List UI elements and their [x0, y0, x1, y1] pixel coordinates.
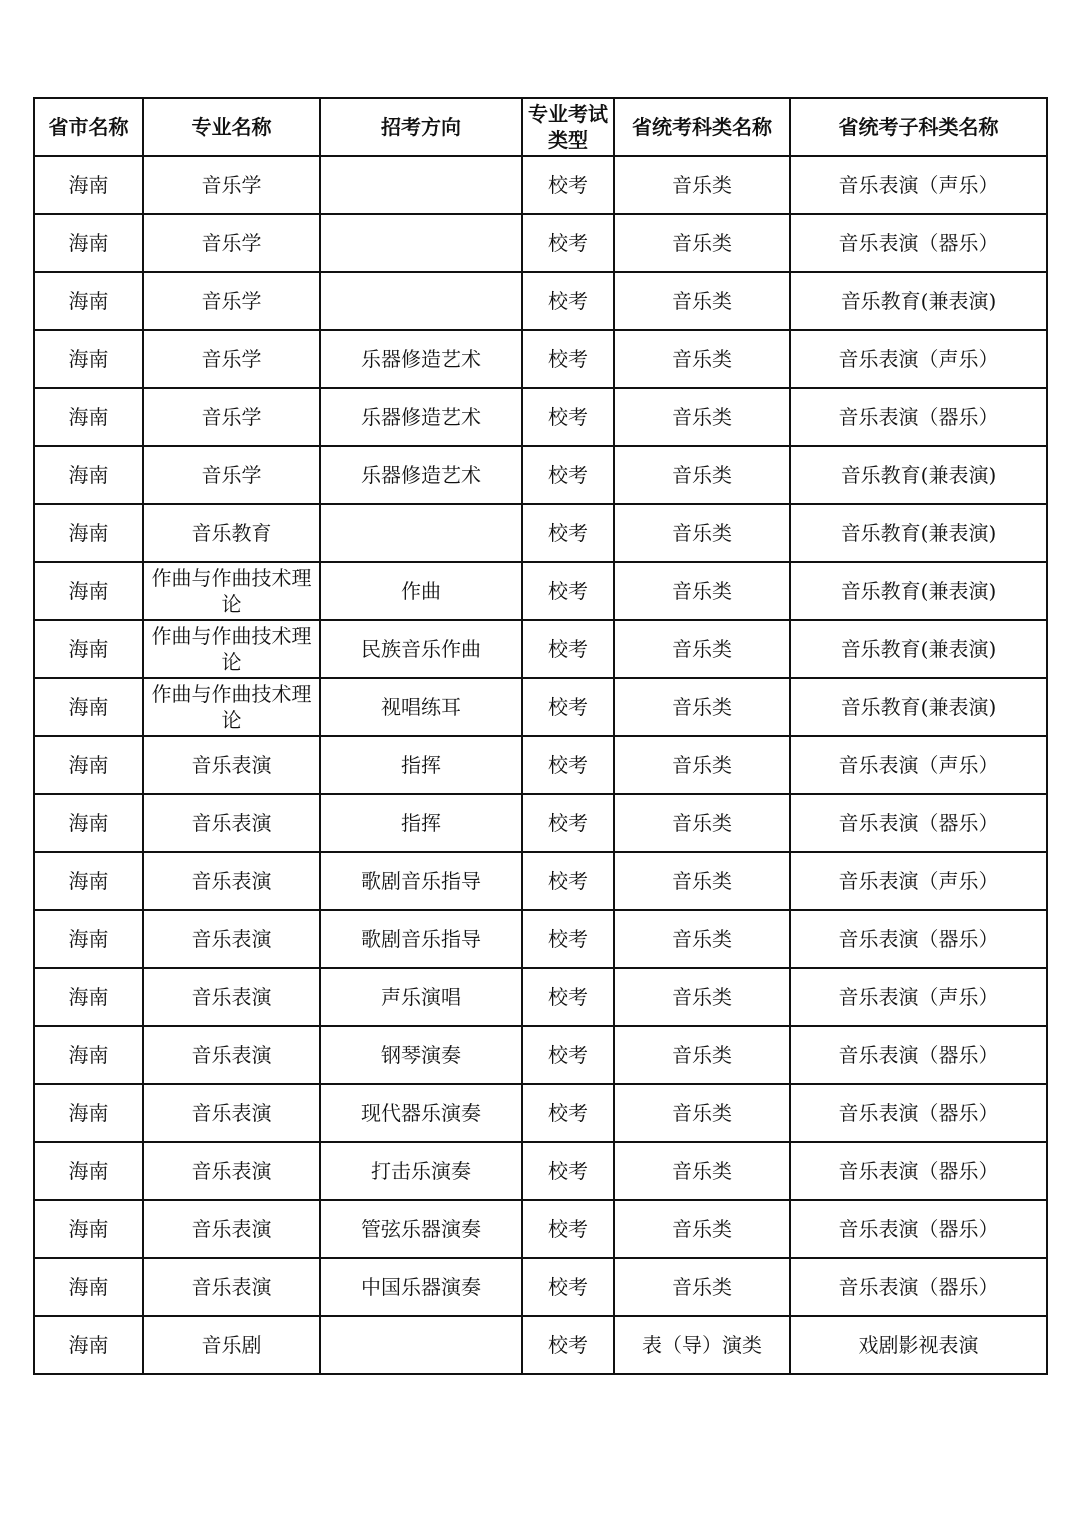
cell-province: 海南	[34, 330, 143, 388]
cell-subcategory: 音乐教育(兼表演)	[790, 504, 1047, 562]
cell-major: 音乐学	[143, 214, 320, 272]
cell-direction: 视唱练耳	[320, 678, 522, 736]
cell-category: 音乐类	[614, 968, 790, 1026]
cell-direction	[320, 504, 522, 562]
admissions-table	[33, 97, 1048, 1375]
cell-province: 海南	[34, 968, 143, 1026]
cell-major: 作曲与作曲技术理论	[143, 562, 320, 620]
table-row	[34, 272, 1047, 330]
cell-direction: 乐器修造艺术	[320, 388, 522, 446]
cell-major: 音乐表演	[143, 1026, 320, 1084]
cell-major: 音乐表演	[143, 1200, 320, 1258]
cell-subcategory: 音乐表演（器乐）	[790, 1026, 1047, 1084]
cell-subcategory: 音乐表演（声乐）	[790, 330, 1047, 388]
cell-exam-type: 校考	[522, 156, 614, 214]
cell-exam-type: 校考	[522, 1026, 614, 1084]
cell-province: 海南	[34, 852, 143, 910]
table-row	[34, 736, 1047, 794]
cell-province: 海南	[34, 736, 143, 794]
table-row	[34, 1084, 1047, 1142]
cell-exam-type: 校考	[522, 968, 614, 1026]
cell-category: 音乐类	[614, 156, 790, 214]
cell-direction: 乐器修造艺术	[320, 330, 522, 388]
cell-exam-type: 校考	[522, 1142, 614, 1200]
cell-subcategory: 音乐表演（器乐）	[790, 794, 1047, 852]
cell-subcategory: 音乐表演（器乐）	[790, 1200, 1047, 1258]
cell-category: 音乐类	[614, 794, 790, 852]
cell-subcategory: 音乐表演（器乐）	[790, 910, 1047, 968]
cell-major: 音乐表演	[143, 1084, 320, 1142]
cell-exam-type: 校考	[522, 1258, 614, 1316]
cell-major: 音乐学	[143, 446, 320, 504]
cell-direction: 打击乐演奏	[320, 1142, 522, 1200]
cell-direction: 作曲	[320, 562, 522, 620]
header-exam-type: 专业考试类型	[522, 98, 614, 156]
cell-province: 海南	[34, 156, 143, 214]
cell-subcategory: 音乐表演（器乐）	[790, 1084, 1047, 1142]
cell-subcategory: 音乐教育(兼表演)	[790, 562, 1047, 620]
cell-exam-type: 校考	[522, 910, 614, 968]
cell-direction: 指挥	[320, 736, 522, 794]
cell-direction: 乐器修造艺术	[320, 446, 522, 504]
cell-major: 音乐表演	[143, 736, 320, 794]
cell-province: 海南	[34, 1026, 143, 1084]
cell-exam-type: 校考	[522, 1084, 614, 1142]
table-row	[34, 1026, 1047, 1084]
table-row	[34, 156, 1047, 214]
cell-category: 音乐类	[614, 214, 790, 272]
cell-category: 音乐类	[614, 1258, 790, 1316]
cell-subcategory: 音乐表演（器乐）	[790, 388, 1047, 446]
cell-major: 音乐教育	[143, 504, 320, 562]
cell-province: 海南	[34, 678, 143, 736]
cell-subcategory: 音乐表演（器乐）	[790, 1258, 1047, 1316]
cell-province: 海南	[34, 1316, 143, 1374]
table-row	[34, 852, 1047, 910]
table-row	[34, 1200, 1047, 1258]
cell-province: 海南	[34, 214, 143, 272]
table-row	[34, 446, 1047, 504]
cell-exam-type: 校考	[522, 562, 614, 620]
cell-exam-type: 校考	[522, 214, 614, 272]
table-row	[34, 968, 1047, 1026]
cell-exam-type: 校考	[522, 794, 614, 852]
cell-province: 海南	[34, 910, 143, 968]
cell-major: 作曲与作曲技术理论	[143, 620, 320, 678]
cell-direction	[320, 214, 522, 272]
table-row	[34, 1258, 1047, 1316]
cell-major: 音乐表演	[143, 968, 320, 1026]
cell-category: 音乐类	[614, 1142, 790, 1200]
table-row	[34, 330, 1047, 388]
cell-category: 音乐类	[614, 1200, 790, 1258]
cell-exam-type: 校考	[522, 388, 614, 446]
table-row	[34, 1142, 1047, 1200]
table-row	[34, 562, 1047, 620]
cell-exam-type: 校考	[522, 678, 614, 736]
cell-province: 海南	[34, 446, 143, 504]
cell-subcategory: 音乐表演（器乐）	[790, 1142, 1047, 1200]
cell-category: 音乐类	[614, 330, 790, 388]
header-category: 省统考科类名称	[614, 98, 790, 156]
cell-subcategory: 音乐教育(兼表演)	[790, 272, 1047, 330]
cell-major: 作曲与作曲技术理论	[143, 678, 320, 736]
cell-subcategory: 音乐表演（声乐）	[790, 736, 1047, 794]
cell-direction: 歌剧音乐指导	[320, 852, 522, 910]
cell-exam-type: 校考	[522, 736, 614, 794]
cell-exam-type: 校考	[522, 1316, 614, 1374]
cell-province: 海南	[34, 620, 143, 678]
table-row	[34, 388, 1047, 446]
cell-exam-type: 校考	[522, 620, 614, 678]
header-province: 省市名称	[34, 98, 143, 156]
cell-subcategory: 音乐表演（器乐）	[790, 214, 1047, 272]
table-row	[34, 678, 1047, 736]
cell-category: 音乐类	[614, 736, 790, 794]
cell-category: 音乐类	[614, 272, 790, 330]
cell-direction: 中国乐器演奏	[320, 1258, 522, 1316]
cell-direction: 指挥	[320, 794, 522, 852]
table-row	[34, 910, 1047, 968]
cell-direction: 歌剧音乐指导	[320, 910, 522, 968]
cell-exam-type: 校考	[522, 330, 614, 388]
table-header-row	[34, 98, 1047, 156]
cell-direction: 管弦乐器演奏	[320, 1200, 522, 1258]
cell-category: 音乐类	[614, 446, 790, 504]
cell-subcategory: 音乐教育(兼表演)	[790, 446, 1047, 504]
cell-major: 音乐学	[143, 272, 320, 330]
cell-province: 海南	[34, 562, 143, 620]
header-major: 专业名称	[143, 98, 320, 156]
cell-exam-type: 校考	[522, 504, 614, 562]
cell-subcategory: 音乐表演（声乐）	[790, 156, 1047, 214]
cell-province: 海南	[34, 504, 143, 562]
cell-subcategory: 戏剧影视表演	[790, 1316, 1047, 1374]
cell-province: 海南	[34, 1142, 143, 1200]
cell-major: 音乐表演	[143, 910, 320, 968]
cell-direction: 现代器乐演奏	[320, 1084, 522, 1142]
cell-category: 音乐类	[614, 678, 790, 736]
cell-major: 音乐学	[143, 156, 320, 214]
cell-subcategory: 音乐表演（声乐）	[790, 968, 1047, 1026]
cell-category: 音乐类	[614, 388, 790, 446]
table-body	[34, 156, 1047, 1374]
table-row	[34, 504, 1047, 562]
cell-category: 音乐类	[614, 852, 790, 910]
cell-category: 音乐类	[614, 620, 790, 678]
cell-exam-type: 校考	[522, 1200, 614, 1258]
cell-category: 音乐类	[614, 1084, 790, 1142]
cell-exam-type: 校考	[522, 852, 614, 910]
cell-direction	[320, 156, 522, 214]
cell-category: 音乐类	[614, 1026, 790, 1084]
cell-major: 音乐学	[143, 330, 320, 388]
header-direction: 招考方向	[320, 98, 522, 156]
cell-province: 海南	[34, 1258, 143, 1316]
cell-direction: 钢琴演奏	[320, 1026, 522, 1084]
cell-direction: 声乐演唱	[320, 968, 522, 1026]
cell-exam-type: 校考	[522, 272, 614, 330]
cell-direction: 民族音乐作曲	[320, 620, 522, 678]
table-row	[34, 794, 1047, 852]
cell-province: 海南	[34, 1200, 143, 1258]
table-row	[34, 214, 1047, 272]
cell-major: 音乐剧	[143, 1316, 320, 1374]
cell-province: 海南	[34, 272, 143, 330]
cell-category: 音乐类	[614, 504, 790, 562]
cell-major: 音乐表演	[143, 1258, 320, 1316]
cell-exam-type: 校考	[522, 446, 614, 504]
cell-major: 音乐表演	[143, 1142, 320, 1200]
cell-category: 音乐类	[614, 910, 790, 968]
cell-direction	[320, 1316, 522, 1374]
cell-direction	[320, 272, 522, 330]
cell-major: 音乐学	[143, 388, 320, 446]
cell-province: 海南	[34, 388, 143, 446]
cell-subcategory: 音乐教育(兼表演)	[790, 620, 1047, 678]
cell-province: 海南	[34, 794, 143, 852]
cell-province: 海南	[34, 1084, 143, 1142]
table-row	[34, 1316, 1047, 1374]
header-subcategory: 省统考子科类名称	[790, 98, 1047, 156]
cell-subcategory: 音乐表演（声乐）	[790, 852, 1047, 910]
cell-category: 音乐类	[614, 562, 790, 620]
cell-subcategory: 音乐教育(兼表演)	[790, 678, 1047, 736]
cell-major: 音乐表演	[143, 794, 320, 852]
cell-major: 音乐表演	[143, 852, 320, 910]
table-row	[34, 620, 1047, 678]
cell-category: 表（导）演类	[614, 1316, 790, 1374]
